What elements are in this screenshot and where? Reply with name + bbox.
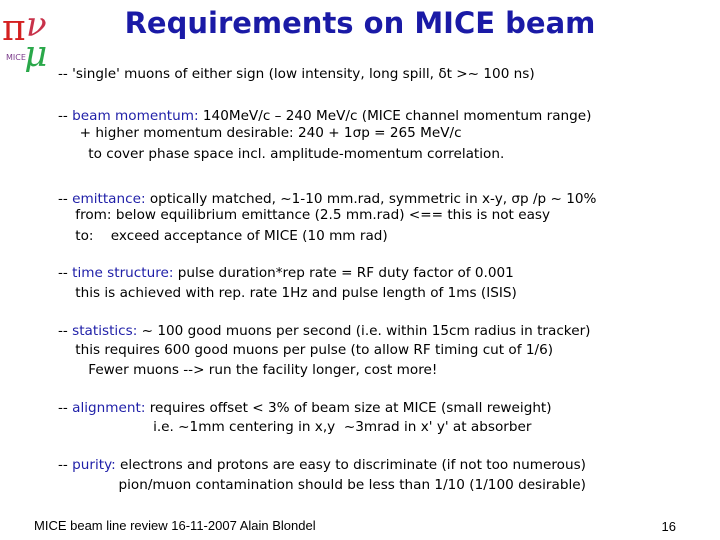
req-purity: -- purity: electrons and protons are easy to discriminate (if not too numerous) bbox=[58, 457, 586, 473]
svg-text:ν: ν bbox=[26, 5, 47, 45]
req-beam-momentum-3: to cover phase space incl. amplitude-momentum correlation. bbox=[58, 146, 505, 162]
req-time-structure: -- time structure: pulse duration*rep rate = RF duty factor of 0.001 bbox=[58, 265, 514, 281]
req-emittance: -- emittance: optically matched, ~1-10 mm.rad, symmetric in x-y, σp /p ~ 10% bbox=[58, 191, 597, 207]
svg-text:MICE: MICE bbox=[6, 53, 26, 62]
req-beam-momentum: -- beam momentum: 140MeV/c – 240 MeV/c (MICE channel momentum range) bbox=[58, 108, 592, 124]
req-statistics-2: this requires 600 good muons per pulse (to allow RF timing cut of 1/6) bbox=[58, 342, 554, 358]
req-alignment-2: i.e. ~1mm centering in x,y ~3mrad in x' y' at absorber bbox=[58, 419, 532, 435]
req-beam-momentum-2: + higher momentum desirable: 240 + 1σp = 265 MeV/c bbox=[58, 125, 462, 141]
svg-text:μ: μ bbox=[24, 34, 48, 72]
slide-footer: MICE beam line review 16-11-2007 Alain Blondel bbox=[34, 518, 316, 533]
req-statistics: -- statistics: ~ 100 good muons per second (i.e. within 15cm radius in tracker) bbox=[58, 323, 591, 339]
req-emittance-3: to: exceed acceptance of MICE (10 mm rad) bbox=[58, 228, 388, 244]
req-time-structure-2: this is achieved with rep. rate 1Hz and pulse length of 1ms (ISIS) bbox=[58, 285, 517, 301]
req-emittance-2: from: below equilibrium emittance (2.5 mm.rad) <== this is not easy bbox=[58, 207, 551, 223]
svg-text:π: π bbox=[2, 8, 26, 49]
req-statistics-3: Fewer muons --> run the facility longer, cost more! bbox=[58, 362, 438, 378]
req-purity-2: pion/muon contamination should be less than 1/10 (1/100 desirable) bbox=[58, 477, 586, 493]
page-number: 16 bbox=[661, 519, 676, 534]
req-alignment: -- alignment: requires offset < 3% of beam size at MICE (small reweight) bbox=[58, 400, 552, 416]
slide-title: Requirements on MICE beam bbox=[124, 6, 596, 40]
req-single-muons: -- 'single' muons of either sign (low intensity, long spill, δt >~ 100 ns) bbox=[58, 66, 535, 82]
